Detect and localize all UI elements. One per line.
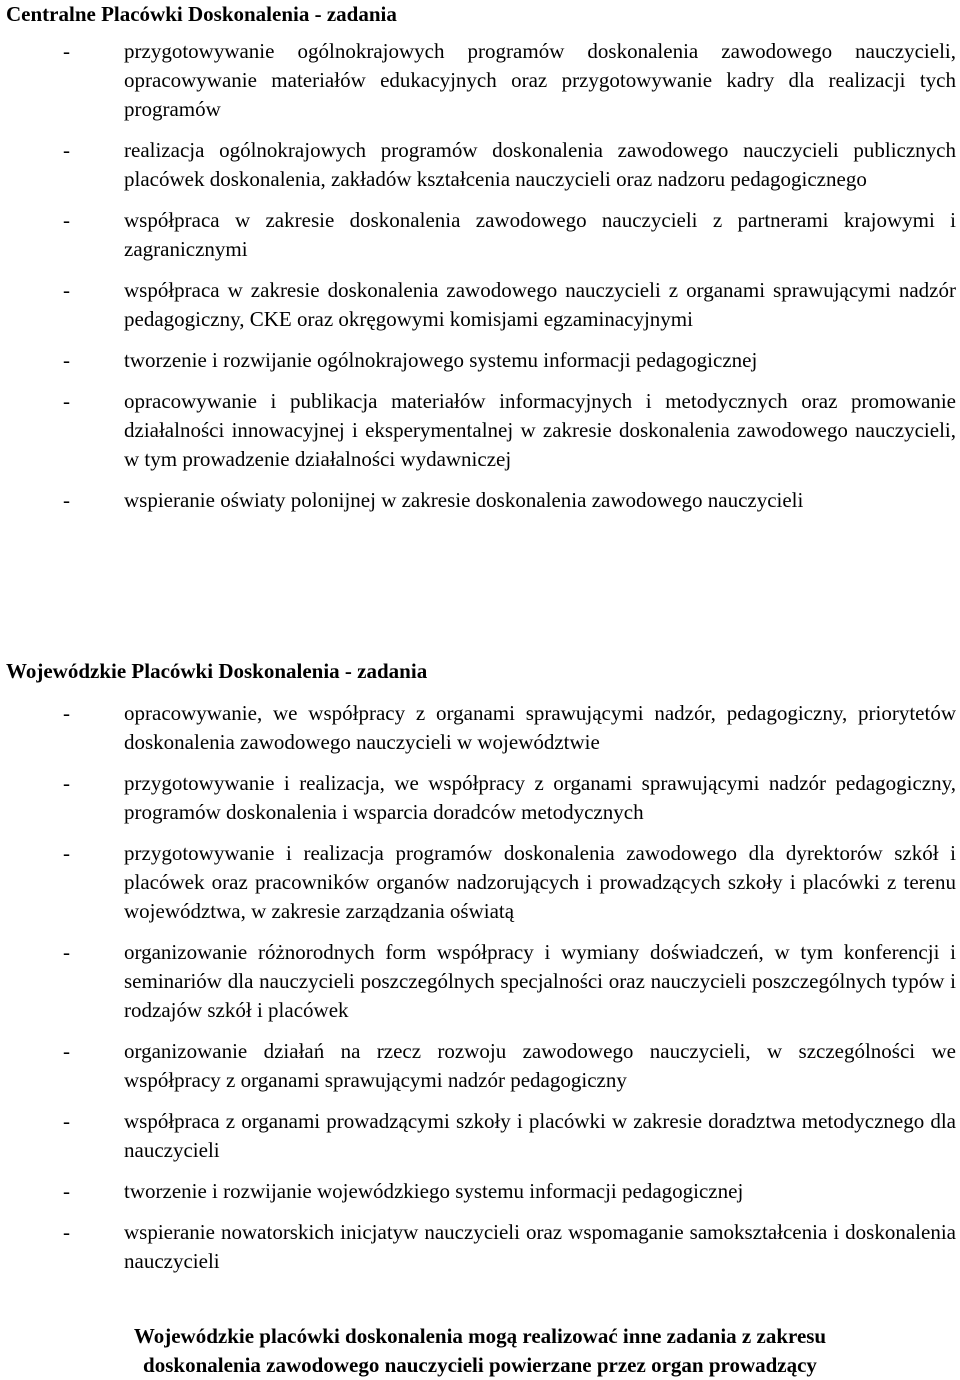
list-item	[0, 206, 960, 264]
list-item-text: opracowywanie, we współpracy z organami sprawującymi nadzór, pedagogiczny, priorytetów doskonalenia zawodowego nauczycieli w województwie	[124, 701, 956, 754]
closing-note	[0, 1322, 960, 1380]
closing-note-line-2: doskonalenia zawodowego nauczycieli powierzane przez organ prowadzący	[143, 1353, 817, 1377]
list-item	[0, 1218, 960, 1276]
central-tasks-list	[0, 37, 960, 515]
bullet-dash: -	[63, 1039, 70, 1063]
section-title-central: Centralne Placówki Doskonalenia - zadania	[6, 2, 397, 26]
bullet-dash: -	[63, 1220, 70, 1244]
list-item	[0, 136, 960, 194]
bullet-dash: -	[63, 1109, 70, 1133]
list-item	[0, 769, 960, 827]
bullet-dash: -	[63, 488, 70, 512]
list-item	[0, 1177, 960, 1206]
bullet-dash: -	[63, 138, 70, 162]
list-item-text: opracowywanie i publikacja materiałów informacyjnych i metodycznych oraz promowanie działalności innowacyjnej i eksperymentalnej w zakresie doskonalenia zawodowego nauczycieli, w tym prowadzenie działalności wydawniczej	[124, 389, 956, 471]
list-item	[0, 839, 960, 926]
list-item-text: tworzenie i rozwijanie ogólnokrajowego systemu informacji pedagogicznej	[124, 348, 758, 372]
bullet-dash: -	[63, 841, 70, 865]
list-item	[0, 699, 960, 757]
closing-note-line-1: Wojewódzkie placówki doskonalenia mogą realizować inne zadania z zakresu	[133, 1324, 827, 1348]
regional-tasks-list	[0, 699, 960, 1276]
list-item	[0, 1107, 960, 1165]
section-title-regional: Wojewódzkie Placówki Doskonalenia - zadania	[6, 659, 428, 683]
list-item-text: tworzenie i rozwijanie wojewódzkiego systemu informacji pedagogicznej	[124, 1179, 744, 1203]
list-item-text: współpraca w zakresie doskonalenia zawodowego nauczycieli z partnerami krajowymi i zagranicznymi	[124, 208, 956, 261]
list-item-text: realizacja ogólnokrajowych programów doskonalenia zawodowego nauczycieli publicznych placówek doskonalenia, zakładów kształcenia nauczycieli oraz nadzoru pedagogicznego	[124, 138, 956, 191]
bullet-dash: -	[63, 940, 70, 964]
list-item	[0, 1037, 960, 1095]
list-item-text: wspieranie nowatorskich inicjatyw nauczycieli oraz wspomaganie samokształcenia i doskonalenia nauczycieli	[124, 1220, 956, 1273]
list-item-text: organizowanie działań na rzecz rozwoju zawodowego nauczycieli, w szczególności we współpracy z organami sprawującymi nadzór pedagogiczny	[124, 1039, 956, 1092]
list-item	[0, 37, 960, 124]
list-item	[0, 276, 960, 334]
bullet-dash: -	[63, 1179, 70, 1203]
list-item-text: przygotowywanie ogólnokrajowych programów doskonalenia zawodowego nauczycieli, opracowywanie materiałów edukacyjnych oraz przygotowywanie kadry dla realizacji tych programów	[124, 39, 956, 121]
list-item-text: organizowanie różnorodnych form współpracy i wymiany doświadczeń, w tym konferencji i seminariów dla nauczycieli poszczególnych specjalności oraz nauczycieli poszczególnych typów i rodzajów szkół i placówek	[124, 940, 956, 1022]
bullet-dash: -	[63, 278, 70, 302]
bullet-dash: -	[63, 208, 70, 232]
list-item-text: współpraca w zakresie doskonalenia zawodowego nauczycieli z organami sprawującymi nadzór pedagogiczny, CKE oraz okręgowymi komisjami egzaminacyjnymi	[124, 278, 956, 331]
bullet-dash: -	[63, 701, 70, 725]
bullet-dash: -	[63, 39, 70, 63]
list-item-text: współpraca z organami prowadzącymi szkoły i placówki w zakresie doradztwa metodycznego dla nauczycieli	[124, 1109, 956, 1162]
list-item	[0, 346, 960, 375]
list-item-text: wspieranie oświaty polonijnej w zakresie doskonalenia zawodowego nauczycieli	[124, 488, 804, 512]
list-item-text: przygotowywanie i realizacja programów doskonalenia zawodowego dla dyrektorów szkół i placówek oraz pracowników organów nadzorujących i prowadzących szkoły i placówki z terenu województwa, w zakresie zarządzania oświatą	[124, 841, 956, 923]
bullet-dash: -	[63, 389, 70, 413]
list-item	[0, 938, 960, 1025]
list-item	[0, 387, 960, 474]
bullet-dash: -	[63, 771, 70, 795]
list-item	[0, 486, 960, 515]
list-item-text: przygotowywanie i realizacja, we współpracy z organami sprawującymi nadzór pedagogiczny, programów doskonalenia i wsparcia doradców metodycznych	[124, 771, 956, 824]
bullet-dash: -	[63, 348, 70, 372]
